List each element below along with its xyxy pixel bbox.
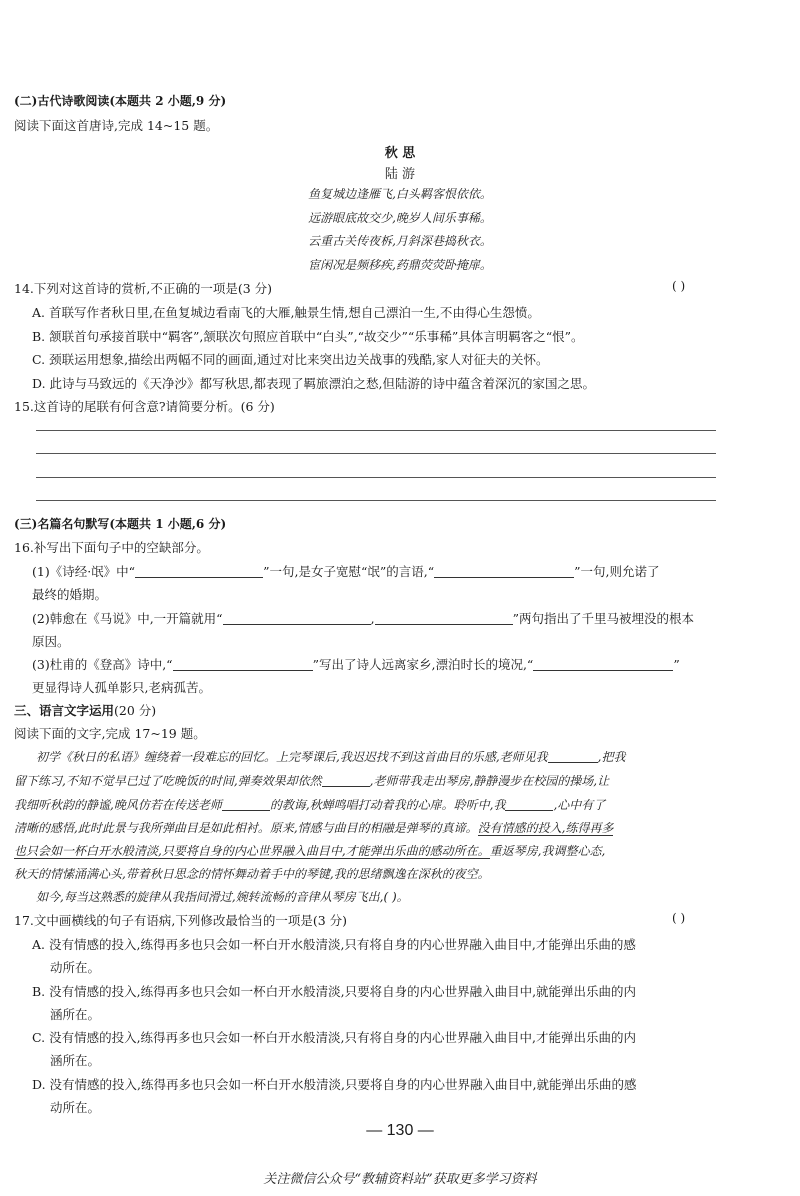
underlined-sentence: 也只会如一杯白开水般清淡,只要将自身的内心世界融入曲目中,才能弹出乐曲的感动所在。	[14, 844, 490, 858]
fill-blank[interactable]	[173, 658, 313, 671]
q15-stem: 15.这首诗的尾联有何含意?请简要分析。(6 分)	[14, 399, 275, 414]
q14-option-a: A. 首联写作者秋日里,在鱼复城边看南飞的大雁,触景生情,想自己漂泊一生,不由得心生怨愤。	[32, 305, 540, 320]
fill-blank[interactable]	[222, 798, 270, 811]
q16-item-2: (2)韩愈在《马说》中,一开篇就用“ , ”两句指出了千里马被埋没的根本	[32, 611, 694, 626]
passage-line: 如今,每当这熟悉的旋律从我指间滑过,婉转流畅的音律从琴房飞出,( )。	[36, 890, 409, 904]
q17-option-d-cont: 动所在。	[50, 1100, 101, 1115]
section-heading-dictation: (三)名篇名句默写(本题共 1 小题,6 分)	[14, 517, 227, 531]
fill-blank[interactable]	[505, 798, 553, 811]
part3-instruction: 阅读下面的文字,完成 17~19 题。	[14, 726, 206, 741]
q14-stem: 14.下列对这首诗的赏析,不正确的一项是(3 分)	[14, 281, 273, 296]
q14-option-c: C. 颈联运用想象,描绘出两幅不同的画面,通过对比来突出边关战事的残酷,家人对征夫的关怀。	[32, 352, 549, 367]
section-heading-poetry: (二)古代诗歌阅读(本题共 2 小题,9 分)	[14, 94, 227, 108]
q17-option-a-cont: 动所在。	[50, 960, 101, 975]
poem-line: 云重古关传夜柝,月斜深巷捣秋衣。	[308, 234, 492, 248]
q14-option-b: B. 颔联首句承接首联中“羁客”,颔联次句照应首联中“白头”,“故交少”“乐事稀”具体言明羁客之“恨”。	[32, 329, 584, 344]
answer-line	[36, 430, 716, 431]
q16-item-1-cont: 最终的婚期。	[32, 587, 108, 602]
fill-blank[interactable]	[322, 774, 370, 787]
passage-line: 留下练习,不知不觉早已过了吃晚饭的时间,弹奏效果却依然 ,老师带我走出琴房,静静漫步在校园的操场,让	[14, 774, 610, 788]
answer-line	[36, 500, 716, 501]
answer-line	[36, 477, 716, 478]
q14-answer-paren: ( )	[672, 279, 686, 293]
q16-item-3: (3)杜甫的《登高》诗中,“ ”写出了诗人远离家乡,漂泊时长的境况,“ ”	[32, 657, 680, 672]
fill-blank[interactable]	[375, 612, 513, 625]
q17-stem: 17.文中画横线的句子有语病,下列修改最恰当的一项是(3 分)	[14, 913, 348, 928]
fill-blank[interactable]	[548, 750, 598, 763]
passage-line: 初学《秋日的私语》缠绕着一段难忘的回忆。上完琴课后,我迟迟找不到这首曲目的乐感,老师见我 ,把我	[36, 750, 626, 764]
q16-item-1: (1)《诗经·氓》中“ ”一句,是女子宽慰“氓”的言语,“ ”一句,则允诺了	[32, 564, 660, 579]
q17-option-c-cont: 涵所在。	[50, 1053, 101, 1068]
q17-option-b-cont: 涵所在。	[50, 1007, 101, 1022]
q17-option-b: B. 没有情感的投入,练得再多也只会如一杯白开水般清淡,只要将自身的内心世界融入曲目中,就能弹出乐曲的内	[32, 984, 637, 999]
q17-answer-paren: ( )	[672, 911, 686, 925]
q16-stem: 16.补写出下面句子中的空缺部分。	[14, 540, 209, 555]
part3-heading: 三、语言文字运用(20 分)	[14, 703, 157, 718]
fill-blank[interactable]	[434, 565, 574, 578]
poem-line: 宦闲况是频移疾,药鼎荧荧卧掩扉。	[308, 258, 492, 272]
q16-item-2-cont: 原因。	[32, 634, 70, 649]
poem-author: 陆 游	[384, 167, 416, 182]
passage-line: 清晰的感悟,此时此景与我所弹曲目是如此相衬。原来,情感与曲目的相融是弹琴的真谛。没有情感的投入,练得再多	[14, 821, 614, 835]
q17-option-c: C. 没有情感的投入,练得再多也只会如一杯白开水般清淡,只有将自身的内心世界融入曲目中,才能弹出乐曲的内	[32, 1030, 636, 1045]
page-number: — 130 —	[366, 1122, 434, 1139]
fill-blank[interactable]	[135, 565, 263, 578]
underlined-sentence: 没有情感的投入,练得再多	[477, 821, 614, 835]
fill-blank[interactable]	[533, 658, 673, 671]
poem-title: 秋 思	[384, 146, 416, 161]
q14-option-d: D. 此诗与马致远的《天净沙》都写秋思,都表现了羁旅漂泊之愁,但陆游的诗中蕴含着深沉的家国之思。	[32, 376, 595, 391]
q17-option-a: A. 没有情感的投入,练得再多也只会如一杯白开水般清淡,只有将自身的内心世界融入曲目中,才能弹出乐曲的感	[32, 937, 636, 952]
poem-line: 鱼复城边逢雁飞,白头羁客恨依依。	[308, 187, 492, 201]
q17-option-d: D. 没有情感的投入,练得再多也只会如一杯白开水般清淡,只要将自身的内心世界融入曲目中,就能弹出乐曲的感	[32, 1077, 637, 1092]
poem-line: 远游眼底故交少,晚岁人间乐事稀。	[308, 211, 492, 225]
answer-line	[36, 453, 716, 454]
passage-line: 也只会如一杯白开水般清淡,只要将自身的内心世界融入曲目中,才能弹出乐曲的感动所在。重返琴房,我调整心态,	[14, 844, 606, 858]
fill-blank[interactable]	[223, 612, 371, 625]
poetry-instruction: 阅读下面这首唐诗,完成 14~15 题。	[14, 118, 219, 133]
passage-line: 我细听秋韵的静谧,晚风仿若在传送老师 的教诲,秋蝉鸣唱打动着我的心扉。聆听中,我 ,心中有了	[14, 798, 606, 812]
q16-item-3-cont: 更显得诗人孤单影只,老病孤苦。	[32, 680, 211, 695]
footer-note: 关注微信公众号“教辅资料站”获取更多学习资料	[263, 1172, 537, 1187]
passage-line: 秋天的情愫涌满心头,带着秋日思念的情怀舞动着手中的琴键,我的思绪飘逸在深秋的夜空。	[14, 867, 490, 881]
